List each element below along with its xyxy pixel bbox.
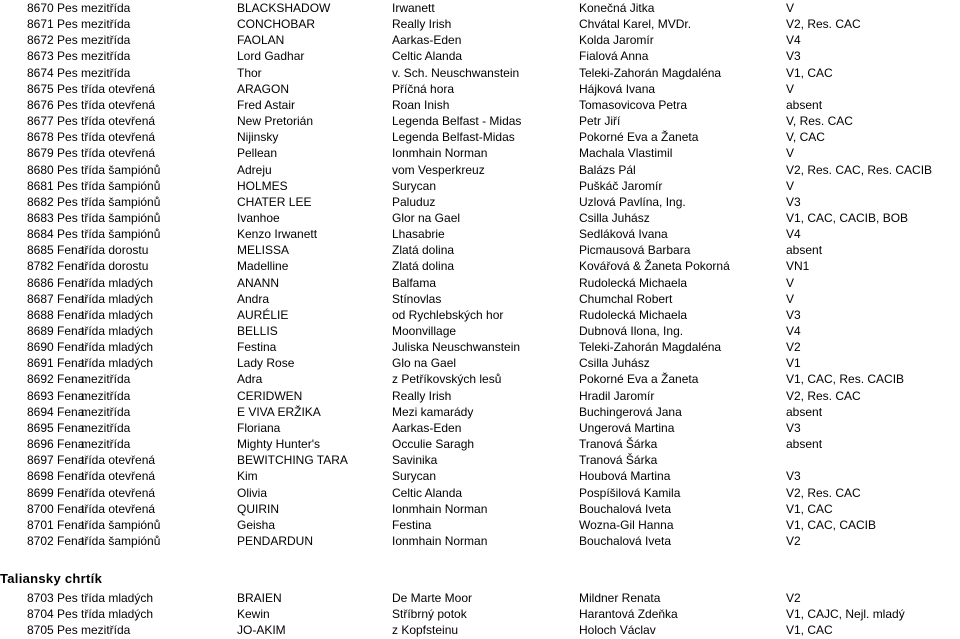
result-cell: absent bbox=[786, 404, 823, 419]
dog-name-cell: BEWITCHING TARA bbox=[237, 453, 348, 468]
class-cell: třída mladých bbox=[81, 340, 154, 355]
entry-number-sex-cell: 8670 Pes bbox=[27, 1, 78, 15]
kennel-cell: Aarkas-Eden bbox=[392, 420, 462, 435]
owner-cell: Kovářová & Žaneta Pokorná bbox=[579, 259, 730, 274]
result-cell: V2, Res. CAC bbox=[786, 388, 861, 403]
owner-cell: Pospíšilová Kamila bbox=[579, 485, 681, 500]
kennel-cell: Zlatá dolina bbox=[392, 259, 455, 274]
kennel-cell: Savinika bbox=[392, 453, 438, 468]
dog-name-cell: BLACKSHADOW bbox=[237, 1, 331, 15]
dog-name-cell: Lord Gadhar bbox=[237, 49, 305, 64]
kennel-cell: Glor na Gael bbox=[392, 210, 461, 225]
class-cell: třída otevřená bbox=[81, 114, 156, 129]
kennel-cell: Ionmhain Norman bbox=[392, 146, 488, 161]
dog-name-cell: Adreju bbox=[237, 162, 272, 177]
kennel-cell: Celtic Alanda bbox=[392, 485, 463, 500]
entry-number-sex-cell: 8673 Pes bbox=[27, 49, 78, 64]
dog-name-cell: Olivia bbox=[237, 485, 268, 500]
kennel-cell: Really Irish bbox=[392, 388, 452, 403]
dog-name-cell: Lady Rose bbox=[237, 356, 295, 371]
kennel-cell: z Petříkovských lesů bbox=[392, 372, 502, 387]
entry-number-sex-cell: 8684 Pes bbox=[27, 227, 78, 242]
kennel-cell: Legenda Belfast - Midas bbox=[392, 114, 522, 129]
entry-number-sex-cell: 8672 Pes bbox=[27, 33, 78, 48]
class-cell: třída otevřená bbox=[81, 81, 156, 96]
kennel-cell: v. Sch. Neuschwanstein bbox=[392, 65, 520, 80]
dog-name-cell: CHATER LEE bbox=[237, 194, 312, 209]
dog-name-cell: Kewin bbox=[237, 607, 270, 622]
class-cell: třída mladých bbox=[81, 275, 154, 290]
dog-name-cell: Mighty Hunter's bbox=[237, 437, 320, 452]
entry-number-sex-cell: 8687 Fena bbox=[27, 291, 85, 306]
owner-cell: Bouchalová Iveta bbox=[579, 533, 672, 548]
entry-number-sex-cell: 8702 Fena bbox=[27, 533, 85, 548]
owner-cell: Tranová Šárka bbox=[579, 453, 658, 468]
result-cell: V2 bbox=[786, 340, 801, 355]
entry-number-sex-cell: 8679 Pes bbox=[27, 146, 78, 161]
class-cell: třída šampiónů bbox=[81, 533, 161, 548]
owner-cell: Chvátal Karel, MVDr. bbox=[579, 17, 692, 32]
dog-name-cell: Adra bbox=[237, 372, 263, 387]
result-cell: V4 bbox=[786, 33, 801, 48]
owner-cell: Pokorné Eva a Žaneta bbox=[579, 130, 699, 145]
entry-number-sex-cell: 8675 Pes bbox=[27, 81, 78, 96]
kennel-cell: De Marte Moor bbox=[392, 591, 473, 605]
section-title: Taliansky chrtík bbox=[0, 571, 103, 586]
entry-number-sex-cell: 8682 Pes bbox=[27, 194, 78, 209]
result-cell: V bbox=[786, 275, 795, 290]
kennel-cell: Zlatá dolina bbox=[392, 243, 455, 258]
dog-name-cell: JO-AKIM bbox=[237, 623, 286, 638]
owner-cell: Hájková Ivana bbox=[579, 81, 656, 96]
dog-name-cell: ARAGON bbox=[237, 81, 290, 96]
entry-number-sex-cell: 8694 Fena bbox=[27, 404, 85, 419]
class-cell: třída otevřená bbox=[81, 453, 156, 468]
dog-name-cell: New Pretorián bbox=[237, 114, 314, 129]
dog-name-cell: BRAIEN bbox=[237, 591, 282, 605]
result-cell: VN1 bbox=[786, 259, 810, 274]
entry-number-sex-cell: 8683 Pes bbox=[27, 210, 78, 225]
class-cell: třída otevřená bbox=[81, 485, 156, 500]
entry-number-sex-cell: 8703 Pes bbox=[27, 591, 78, 605]
result-cell: V bbox=[786, 146, 795, 161]
owner-cell: Harantová Zdeňka bbox=[579, 607, 678, 622]
entry-number-sex-cell: 8671 Pes bbox=[27, 17, 78, 32]
entry-number-sex-cell: 8685 Fena bbox=[27, 243, 85, 258]
kennel-cell: Really Irish bbox=[392, 17, 452, 32]
result-cell: V, Res. CAC bbox=[786, 114, 853, 129]
entry-number-sex-cell: 8696 Fena bbox=[27, 437, 85, 452]
owner-cell: Mildner Renata bbox=[579, 591, 661, 605]
owner-cell: Csilla Juhász bbox=[579, 210, 650, 225]
owner-cell: Teleki-Zahorán Magdaléna bbox=[579, 65, 722, 80]
dog-name-cell: Geisha bbox=[237, 517, 276, 532]
owner-cell: Uzlová Pavlína, Ing. bbox=[579, 194, 686, 209]
dog-name-cell: Ivanhoe bbox=[237, 210, 280, 225]
dog-name-cell: E VIVA ERŽIKA bbox=[237, 404, 321, 419]
class-cell: mezitřída bbox=[81, 49, 131, 64]
result-cell: absent bbox=[786, 437, 823, 452]
dog-name-cell: FAOLAN bbox=[237, 33, 285, 48]
dog-name-cell: Fred Astair bbox=[237, 97, 296, 112]
result-cell: V2, Res. CAC bbox=[786, 485, 861, 500]
entry-number-sex-cell: 8693 Fena bbox=[27, 388, 85, 403]
class-cell: mezitřída bbox=[81, 388, 131, 403]
result-cell: V1, CAJC, Nejl. mladý bbox=[786, 607, 905, 622]
entry-number-sex-cell: 8680 Pes bbox=[27, 162, 78, 177]
class-cell: třída šampiónů bbox=[81, 178, 161, 193]
owner-cell: Rudolecká Michaela bbox=[579, 275, 688, 290]
owner-cell: Fialová Anna bbox=[579, 49, 649, 64]
result-cell: V bbox=[786, 178, 795, 193]
dog-name-cell: ANANN bbox=[237, 275, 280, 290]
owner-cell: Puškáč Jaromír bbox=[579, 178, 663, 193]
class-cell: třída šampiónů bbox=[81, 517, 161, 532]
owner-cell: Kolda Jaromír bbox=[579, 33, 654, 48]
class-cell: mezitřída bbox=[81, 437, 131, 452]
owner-cell: Rudolecká Michaela bbox=[579, 307, 688, 322]
entry-number-sex-cell: 8699 Fena bbox=[27, 485, 85, 500]
dog-name-cell: Kim bbox=[237, 469, 258, 484]
owner-cell: Buchingerová Jana bbox=[579, 404, 682, 419]
result-cell: V2, Res. CAC bbox=[786, 17, 861, 32]
result-cell: V4 bbox=[786, 227, 801, 242]
entry-number-sex-cell: 8674 Pes bbox=[27, 65, 78, 80]
entry-number-sex-cell: 8705 Pes bbox=[27, 623, 78, 638]
dog-name-cell: Festina bbox=[237, 340, 277, 355]
kennel-cell: Legenda Belfast-Midas bbox=[392, 130, 515, 145]
result-cell: V1, CAC, CACIB, BOB bbox=[786, 210, 909, 225]
kennel-cell: Irwanett bbox=[392, 1, 435, 15]
dog-name-cell: Thor bbox=[237, 65, 262, 80]
result-cell: V3 bbox=[786, 469, 801, 484]
result-cell: V bbox=[786, 291, 795, 306]
owner-cell: Houbová Martina bbox=[579, 469, 671, 484]
entry-number-sex-cell: 8686 Fena bbox=[27, 275, 85, 290]
entry-number-sex-cell: 8688 Fena bbox=[27, 307, 85, 322]
kennel-cell: Aarkas-Eden bbox=[392, 33, 462, 48]
result-cell: V1, CAC, CACIB bbox=[786, 517, 877, 532]
class-cell: třída otevřená bbox=[81, 469, 156, 484]
dog-name-cell: PENDARDUN bbox=[237, 533, 314, 548]
owner-cell: Sedláková Ivana bbox=[579, 227, 668, 242]
owner-cell: Hradil Jaromír bbox=[579, 388, 655, 403]
entry-number-sex-cell: 8700 Fena bbox=[27, 501, 85, 516]
kennel-cell: Ionmhain Norman bbox=[392, 533, 488, 548]
entry-number-sex-cell: 8681 Pes bbox=[27, 178, 78, 193]
result-cell: V1, CAC bbox=[786, 623, 833, 638]
class-cell: třída mladých bbox=[81, 607, 154, 622]
entry-number-sex-cell: 8695 Fena bbox=[27, 420, 85, 435]
kennel-cell: Moonvillage bbox=[392, 324, 457, 338]
kennel-cell: Surycan bbox=[392, 469, 437, 484]
class-cell: třída otevřená bbox=[81, 97, 156, 112]
dog-name-cell: Andra bbox=[237, 291, 270, 306]
kennel-cell: Celtic Alanda bbox=[392, 49, 463, 64]
owner-cell: Balázs Pál bbox=[579, 162, 636, 177]
owner-cell: Tranová Šárka bbox=[579, 437, 658, 452]
dog-name-cell: HOLMES bbox=[237, 178, 288, 193]
dog-name-cell: Pellean bbox=[237, 146, 278, 161]
class-cell: mezitřída bbox=[81, 372, 131, 387]
result-cell: V, CAC bbox=[786, 130, 825, 145]
class-cell: třída šampiónů bbox=[81, 194, 161, 209]
kennel-cell: Occulie Saragh bbox=[392, 437, 475, 452]
owner-cell: Bouchalová Iveta bbox=[579, 501, 672, 516]
class-cell: třída otevřená bbox=[81, 501, 156, 516]
kennel-cell: Roan Inish bbox=[392, 97, 450, 112]
owner-cell: Konečná Jitka bbox=[579, 1, 655, 15]
kennel-cell: Surycan bbox=[392, 178, 437, 193]
result-cell: V3 bbox=[786, 194, 801, 209]
kennel-cell: Balfama bbox=[392, 275, 437, 290]
result-cell: V2 bbox=[786, 591, 801, 605]
owner-cell: Picmausová Barbara bbox=[579, 243, 691, 258]
dog-name-cell: Kenzo Irwanett bbox=[237, 227, 318, 242]
class-cell: třída mladých bbox=[81, 307, 154, 322]
kennel-cell: Paluduz bbox=[392, 194, 436, 209]
dog-name-cell: Floriana bbox=[237, 420, 281, 435]
result-cell: V1, CAC, Res. CACIB bbox=[786, 372, 905, 387]
owner-cell: Ungerová Martina bbox=[579, 420, 675, 435]
owner-cell: Chumchal Robert bbox=[579, 291, 673, 306]
entry-number-sex-cell: 8704 Pes bbox=[27, 607, 78, 622]
entry-number-sex-cell: 8701 Fena bbox=[27, 517, 85, 532]
kennel-cell: Příčná hora bbox=[392, 81, 455, 96]
owner-cell: Teleki-Zahorán Magdaléna bbox=[579, 340, 722, 355]
result-cell: V3 bbox=[786, 49, 801, 64]
dog-name-cell: MELISSA bbox=[237, 243, 290, 258]
class-cell: třída otevřená bbox=[81, 146, 156, 161]
class-cell: třída dorostu bbox=[81, 243, 149, 258]
owner-cell: Csilla Juhász bbox=[579, 356, 650, 371]
class-cell: třída mladých bbox=[81, 324, 154, 338]
dog-name-cell: BELLIS bbox=[237, 324, 278, 338]
kennel-cell: Ionmhain Norman bbox=[392, 501, 488, 516]
kennel-cell: Juliska Neuschwanstein bbox=[392, 340, 521, 355]
kennel-cell: Stříbrný potok bbox=[392, 607, 467, 622]
class-cell: mezitřída bbox=[81, 33, 131, 48]
class-cell: třída mladých bbox=[81, 591, 154, 605]
entry-number-sex-cell: 8689 Fena bbox=[27, 324, 85, 338]
dog-name-cell: Madelline bbox=[237, 259, 289, 274]
dog-name-cell: AURÉLIE bbox=[237, 307, 289, 322]
owner-cell: Holoch Václav bbox=[579, 623, 656, 638]
entry-number-sex-cell: 8697 Fena bbox=[27, 453, 85, 468]
class-cell: mezitřída bbox=[81, 65, 131, 80]
result-cell: V4 bbox=[786, 324, 801, 338]
dog-name-cell: CERIDWEN bbox=[237, 388, 303, 403]
result-cell: absent bbox=[786, 97, 823, 112]
result-cell: V2, Res. CAC, Res. CACIB bbox=[786, 162, 933, 177]
entry-number-sex-cell: 8698 Fena bbox=[27, 469, 85, 484]
entry-number-sex-cell: 8678 Pes bbox=[27, 130, 78, 145]
class-cell: mezitřída bbox=[81, 1, 131, 15]
kennel-cell: od Rychlebských hor bbox=[392, 307, 504, 322]
class-cell: třída šampiónů bbox=[81, 162, 161, 177]
result-cell: V bbox=[786, 1, 795, 15]
class-cell: třída šampiónů bbox=[81, 227, 161, 242]
dog-name-cell: CONCHOBAR bbox=[237, 17, 316, 32]
owner-cell: Pokorné Eva a Žaneta bbox=[579, 372, 699, 387]
result-cell: V bbox=[786, 81, 795, 96]
kennel-cell: z Kopfsteinu bbox=[392, 623, 459, 638]
entry-number-sex-cell: 8782 Fena bbox=[27, 259, 85, 274]
class-cell: třída otevřená bbox=[81, 130, 156, 145]
result-cell: V1, CAC bbox=[786, 501, 833, 516]
owner-cell: Machala Vlastimil bbox=[579, 146, 673, 161]
entry-number-sex-cell: 8690 Fena bbox=[27, 340, 85, 355]
class-cell: mezitřída bbox=[81, 623, 131, 638]
class-cell: mezitřída bbox=[81, 404, 131, 419]
entry-number-sex-cell: 8677 Pes bbox=[27, 114, 78, 129]
owner-cell: Dubnová Ilona, Ing. bbox=[579, 324, 684, 338]
result-cell: V1, CAC bbox=[786, 65, 833, 80]
result-cell: V2 bbox=[786, 533, 801, 548]
class-cell: třída dorostu bbox=[81, 259, 149, 274]
dog-name-cell: Nijinsky bbox=[237, 130, 279, 145]
class-cell: mezitřída bbox=[81, 17, 131, 32]
kennel-cell: Lhasabrie bbox=[392, 227, 445, 242]
entry-number-sex-cell: 8692 Fena bbox=[27, 372, 85, 387]
kennel-cell: vom Vesperkreuz bbox=[392, 162, 485, 177]
kennel-cell: Stínovlas bbox=[392, 291, 442, 306]
class-cell: třída mladých bbox=[81, 291, 154, 306]
result-cell: absent bbox=[786, 243, 823, 258]
dog-name-cell: QUIRIN bbox=[237, 501, 279, 516]
kennel-cell: Glo na Gael bbox=[392, 356, 457, 371]
owner-cell: Wozna-Gil Hanna bbox=[579, 517, 674, 532]
class-cell: třída mladých bbox=[81, 356, 154, 371]
class-cell: mezitřída bbox=[81, 420, 131, 435]
result-cell: V3 bbox=[786, 307, 801, 322]
kennel-cell: Festina bbox=[392, 517, 432, 532]
class-cell: třída šampiónů bbox=[81, 210, 161, 225]
entry-number-sex-cell: 8676 Pes bbox=[27, 97, 78, 112]
result-cell: V1 bbox=[786, 356, 801, 371]
entry-number-sex-cell: 8691 Fena bbox=[27, 356, 85, 371]
owner-cell: Petr Jiří bbox=[579, 114, 621, 129]
owner-cell: Tomasovicova Petra bbox=[579, 97, 688, 112]
result-cell: V3 bbox=[786, 420, 801, 435]
kennel-cell: Mezi kamarády bbox=[392, 404, 474, 419]
